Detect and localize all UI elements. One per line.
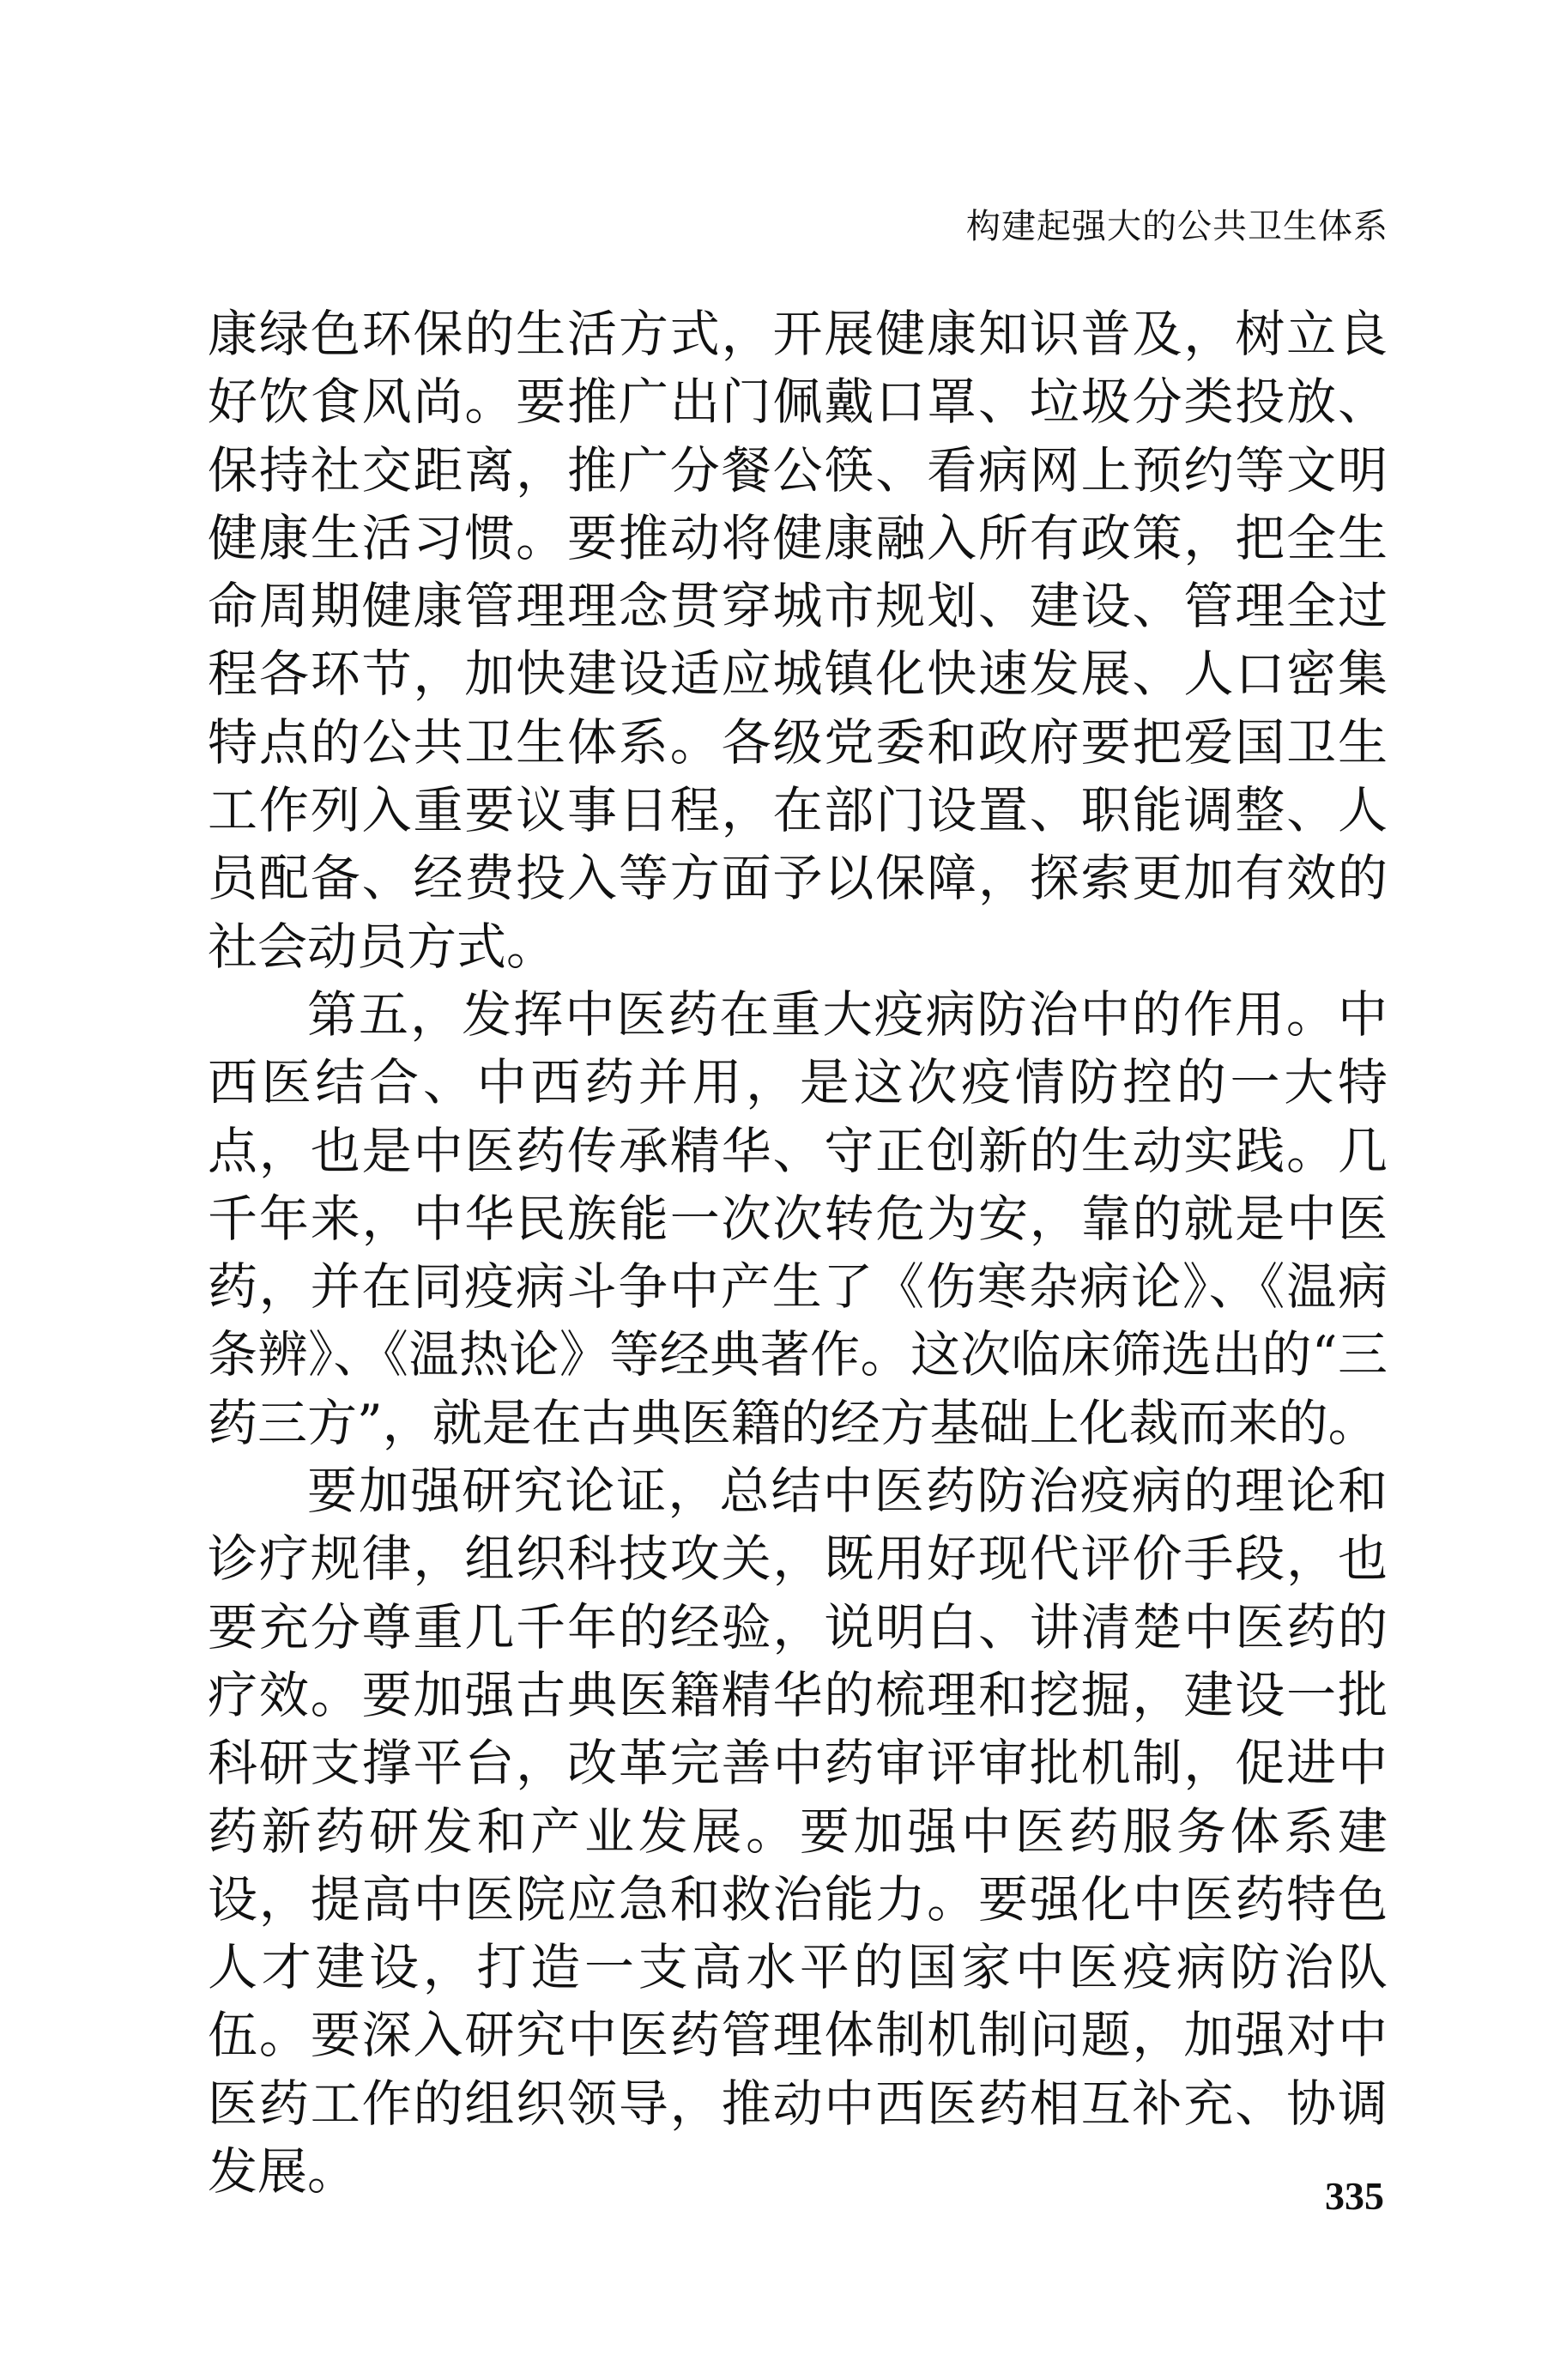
page-number: 335 <box>1325 2174 1384 2218</box>
body-text <box>208 300 1388 2206</box>
running-head: 构建起强大的公共卫生体系 <box>966 207 1388 246</box>
paragraph-tcm-role: 第五，发挥中医药在重大疫病防治中的作用。中西医结合、中西药并用，是这次疫情防控的一大特点，也是中医药传承精华、守正创新的生动实践。几千年来，中华民族能一次次转危为安，靠的就是中医药，并在同疫病斗争中产生了《伤寒杂病论》、《温病条辨》、《温热论》等经典著作。这次临床筛选出的“三药三方”，就是在古典医籍的经方基础上化裁而来的。 <box>208 984 1388 1452</box>
paragraph-continued: 康绿色环保的生活方式，开展健康知识普及，树立良好饮食风尚。要推广出门佩戴口罩、垃圾分类投放、保持社交距离，推广分餐公筷、看病网上预约等文明健康生活习惯。要推动将健康融入所有政策，把全生命周期健康管理理念贯穿城市规划、建设、管理全过程各环节，加快建设适应城镇化快速发展、人口密集特点的公共卫生体系。各级党委和政府要把爱国卫生工作列入重要议事日程，在部门设置、职能调整、人员配备、经费投入等方面予以保障，探索更加有效的社会动员方式。 <box>208 305 1388 976</box>
paragraph-tcm-research: 要加强研究论证，总结中医药防治疫病的理论和诊疗规律，组织科技攻关，既用好现代评价手段，也要充分尊重几千年的经验，说明白、讲清楚中医药的疗效。要加强古典医籍精华的梳理和挖掘，建设一批科研支撑平台，改革完善中药审评审批机制，促进中药新药研发和产业发展。要加强中医药服务体系建设，提高中医院应急和救治能力。要强化中医药特色人才建设，打造一支高水平的国家中医疫病防治队伍。要深入研究中医药管理体制机制问题，加强对中医药工作的组织领导，推动中西医药相互补充、协调发展。 <box>208 1462 1388 2201</box>
